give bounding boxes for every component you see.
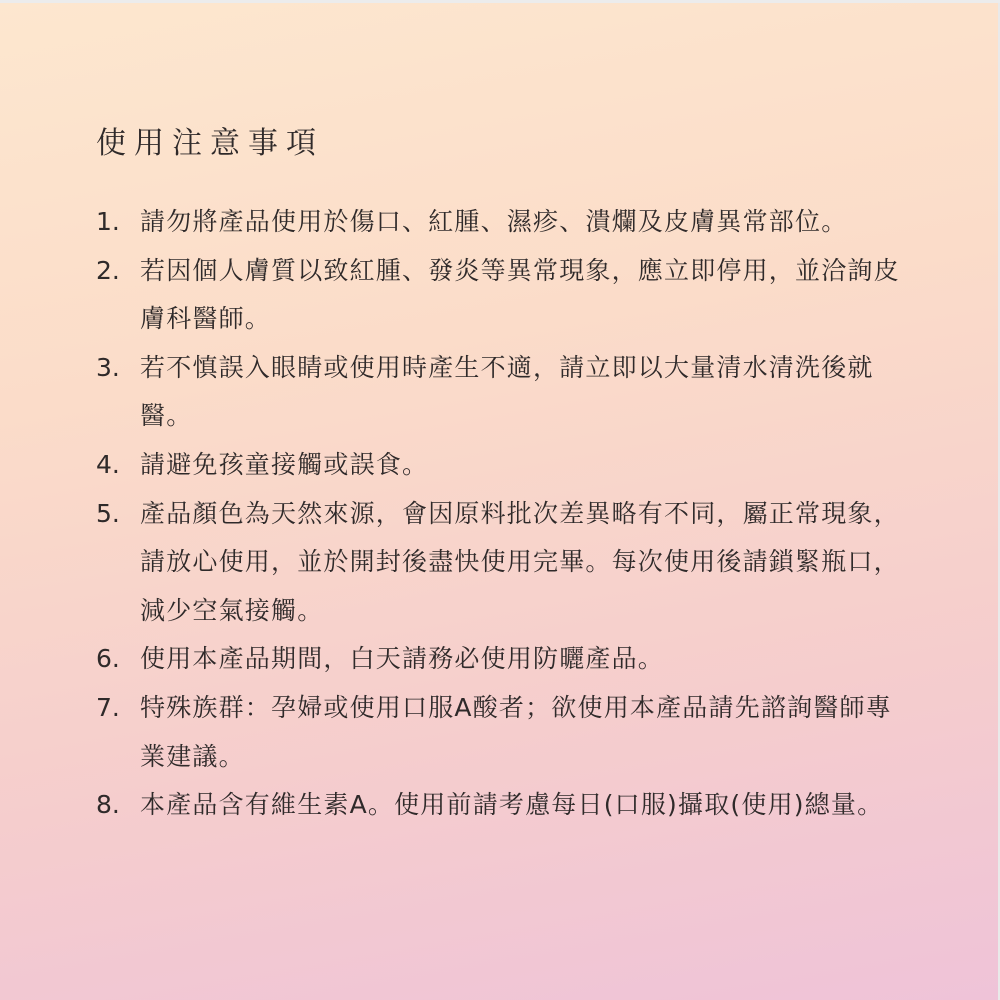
notice-item-text: 若因個人膚質以致紅腫、發炎等異常現象，應立即停用，並洽詢皮膚科醫師。 [140,255,900,334]
notice-item-number: 1. [96,207,120,236]
notice-item-number: 4. [96,449,120,479]
notice-list [96,198,902,830]
notice-item [96,781,902,830]
top-divider [0,0,1000,3]
notice-item [96,441,902,490]
notice-item-number: 6. [96,644,120,674]
notice-title: 使用注意事項 [96,126,324,161]
notice-item [96,344,902,441]
notice-item-number: 5. [96,498,120,528]
notice-item-number: 8. [96,790,120,820]
notice-item-text: 使用本產品期間，白天請務必使用防曬產品。 [140,644,665,674]
notice-item [96,247,902,344]
notice-item [96,490,902,636]
notice-item [96,684,902,781]
notice-item-number: 2. [96,255,120,285]
notice-item-text: 產品顏色為天然來源，會因原料批次差異略有不同，屬正常現象，請放心使用，並於開封後盡快使用完畢。每次使用後請鎖緊瓶口，減少空氣接觸。 [140,498,900,625]
notice-item-number: 3. [96,352,120,382]
notice-item-number: 7. [96,692,120,722]
notice-item-text: 若不慎誤入眼睛或使用時產生不適，請立即以大量清水清洗後就醫。 [140,352,874,431]
notice-item [96,635,902,684]
notice-item-text: 請避免孩童接觸或誤食。 [140,449,429,479]
notice-item-text: 本產品含有維生素A。使用前請考慮每日(口服)攝取(使用)總量。 [140,790,884,820]
notice-item [96,198,902,247]
notice-item-text: 請勿將產品使用於傷口、紅腫、濕疹、潰爛及皮膚異常部位。 [140,207,848,236]
notice-item-text: 特殊族群：孕婦或使用口服A酸者；欲使用本產品請先諮詢醫師專業建議。 [140,692,892,771]
